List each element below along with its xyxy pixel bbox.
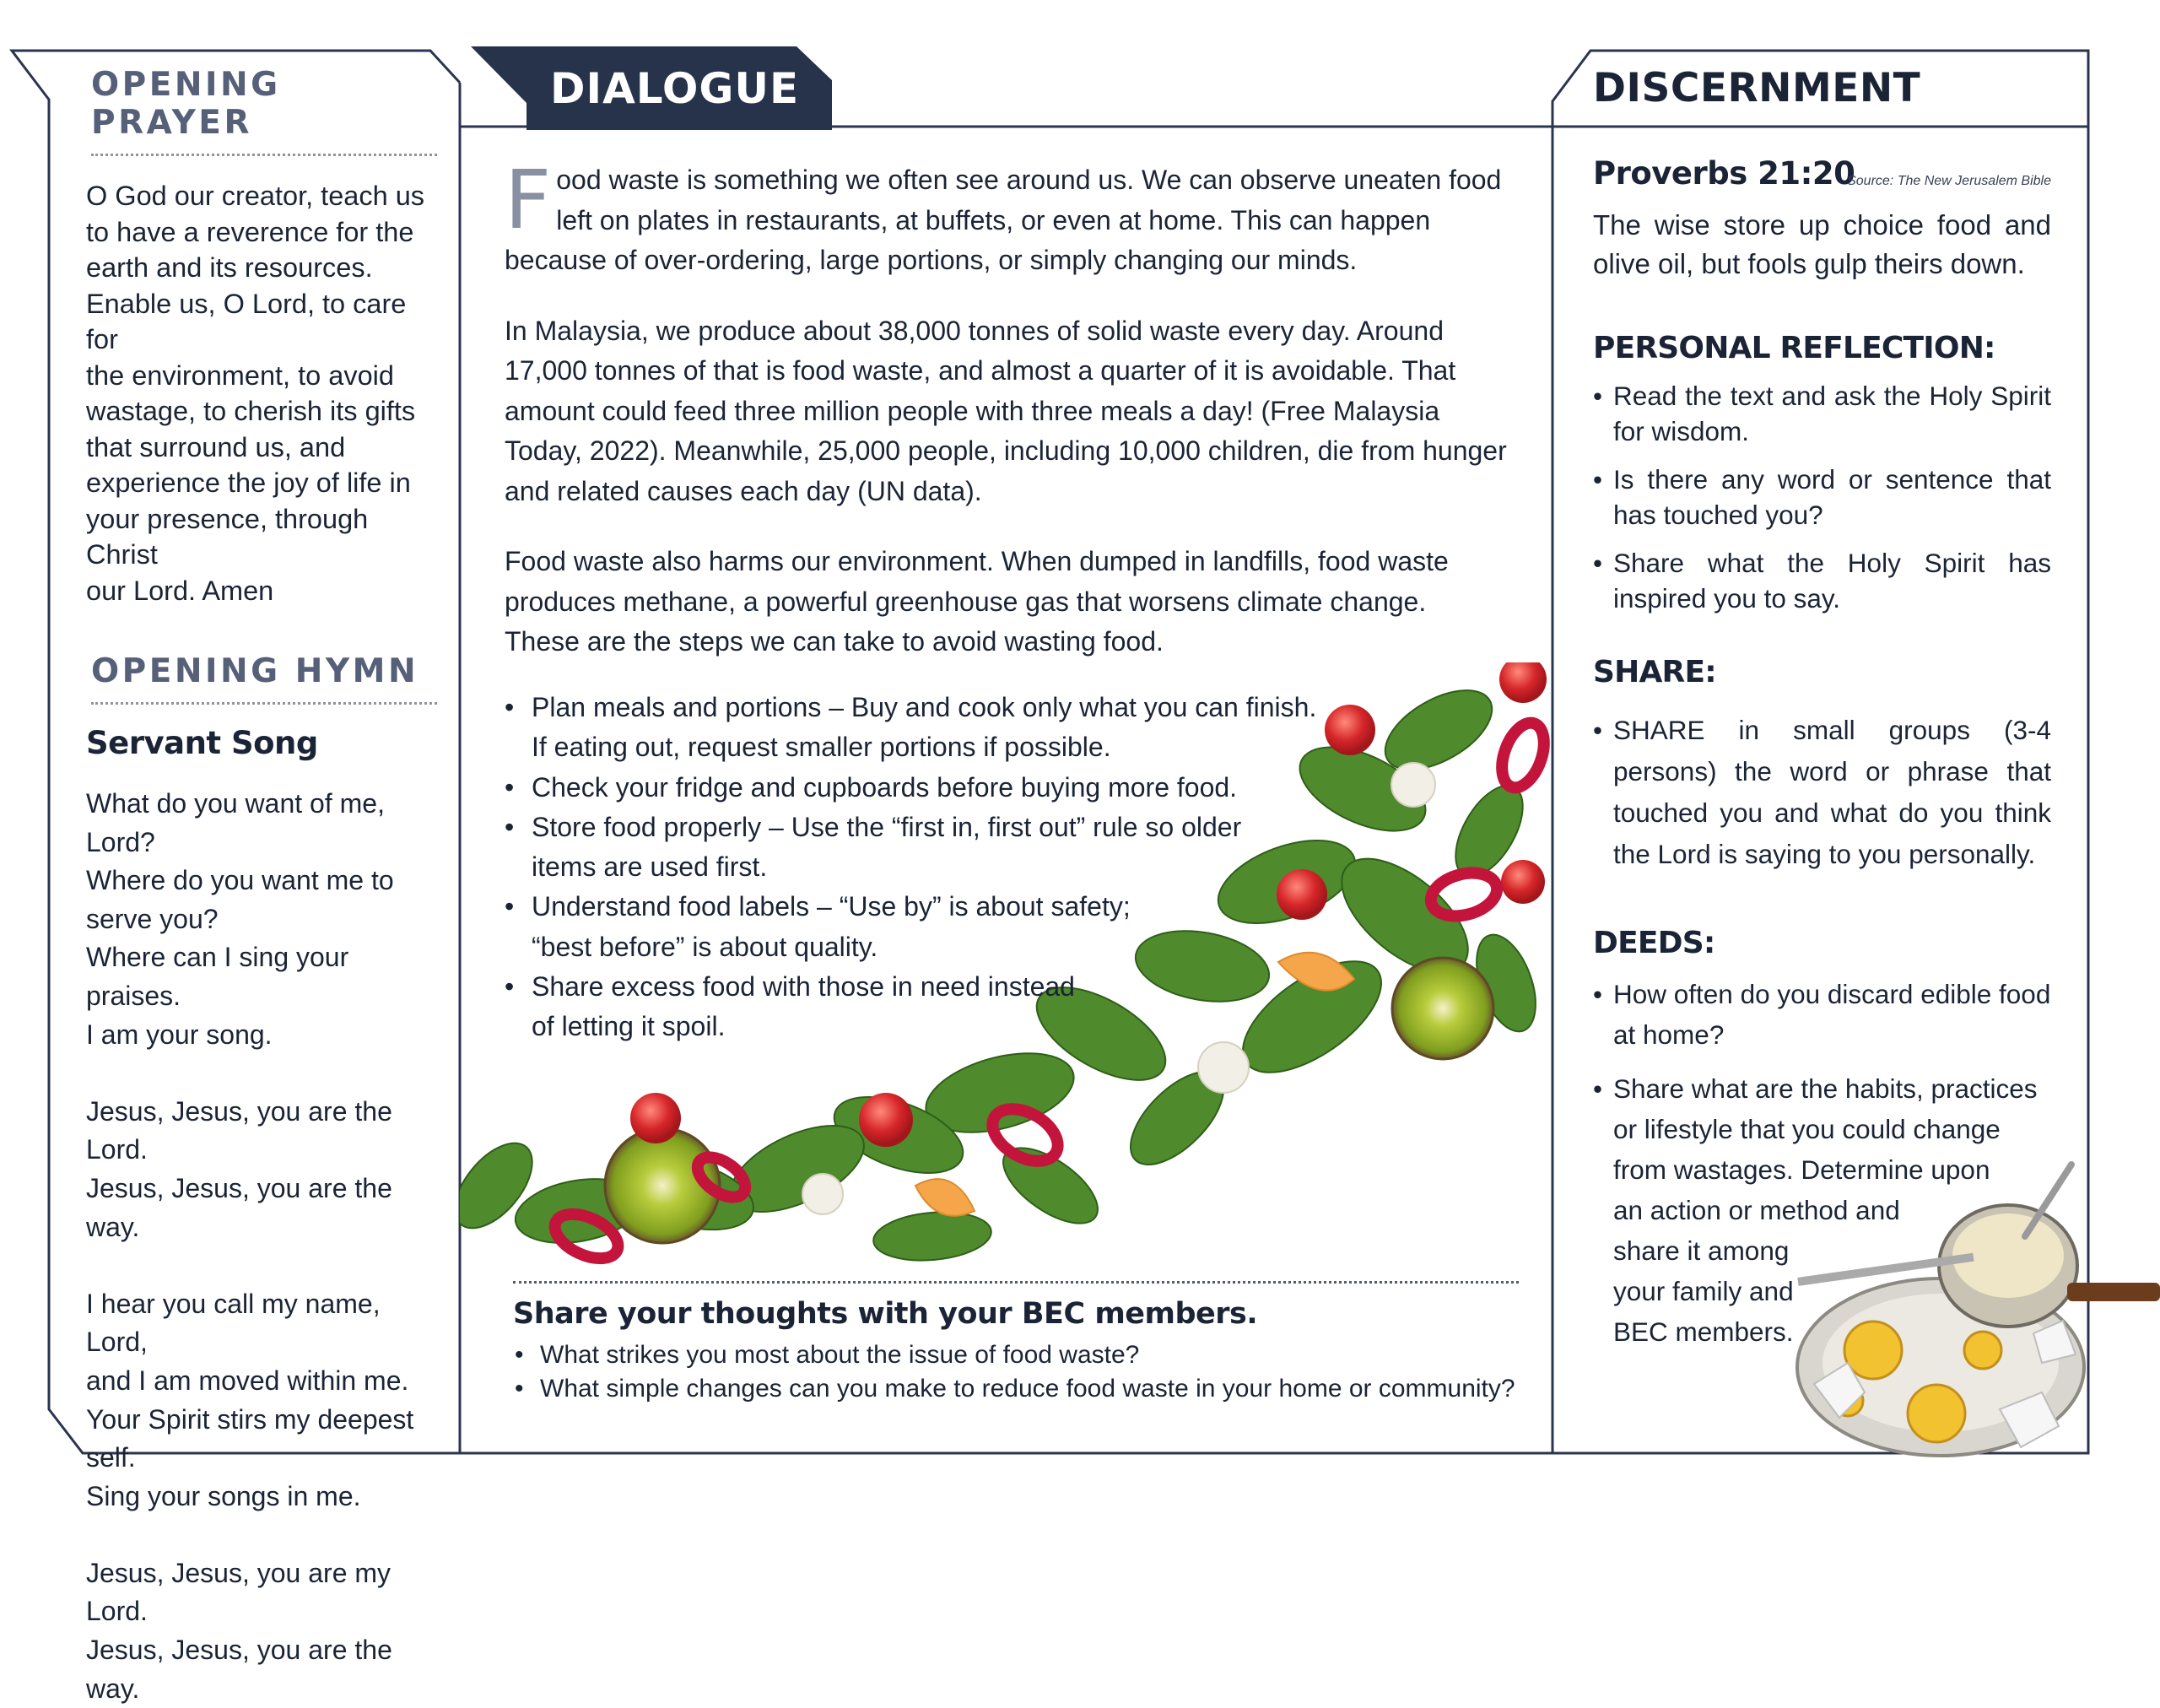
- hymn-line: Where can I sing your praises.: [86, 942, 349, 1011]
- prayer-divider: [91, 154, 437, 156]
- tip-line: of letting it spoil.: [532, 1011, 726, 1042]
- tip-item: [505, 887, 1357, 967]
- hymn-line: What do you want of me,: [86, 788, 385, 819]
- tip-line: Store food properly – Use the “first in, first out” rule so older: [532, 811, 1242, 842]
- prayer-line: wastage, to cherish its gifts: [86, 396, 416, 426]
- left-column: [86, 66, 440, 1708]
- prayer-line: the environment, to avoid: [86, 359, 394, 391]
- hymn-line: Jesus, Jesus, you are my Lord.: [86, 1557, 392, 1627]
- deeds-line: your family and: [1613, 1276, 1794, 1306]
- tip-item: [505, 768, 1357, 808]
- paragraph-line: ood waste is something we often see around us. We can observe uneaten food: [556, 165, 1502, 195]
- dialogue-paragraph-2: [505, 311, 1526, 512]
- hymn-line: Jesus, Jesus, you are the way.: [86, 1172, 392, 1242]
- prayer-line: earth and its resources.: [86, 252, 373, 283]
- scripture-reference: Proverbs 21:20: [1593, 155, 1855, 192]
- paragraph-line: These are the steps we can take to avoid wasting food.: [505, 626, 1164, 657]
- paragraph-line: In Malaysia, we produce about 38,000 tonnes of solid waste every day. Around: [505, 315, 1444, 346]
- deeds-line: Share what are the habits, practices: [1613, 1073, 2038, 1104]
- deeds-item: • How often do you discard edible food at home?: [1593, 974, 2051, 1055]
- paragraph-line: and related causes each day (UN data).: [505, 475, 982, 506]
- hymn-line: Sing your songs in me.: [86, 1480, 361, 1511]
- deeds-line: or lifestyle that you could change: [1613, 1114, 2001, 1144]
- deeds-line: an action or method and: [1613, 1195, 1900, 1225]
- hymn-stanza: [86, 785, 440, 1054]
- dialogue-paragraph-3: [505, 542, 1526, 662]
- reflection-item: • Share what the Holy Spirit has inspired you to say.: [1593, 546, 2051, 616]
- paragraph-line: Today, 2022). Meanwhile, 25,000 people, including 10,000 children, die from hunger: [505, 435, 1507, 466]
- dialogue-paragraph-1: [505, 153, 1526, 281]
- reflection-item: • Is there any word or sentence that has touched you?: [1593, 462, 2051, 532]
- paragraph-line: amount could feed three million people with three meals a day! (Free Malaysia: [505, 395, 1440, 426]
- tip-line: “best before” is about quality.: [532, 931, 878, 962]
- prayer-line: Enable us, O Lord, to care for: [86, 288, 407, 354]
- personal-reflection-heading: PERSONAL REFLECTION:: [1593, 331, 1995, 365]
- paragraph-line: Food waste also harms our environment. When dumped in landfills, food waste: [505, 546, 1449, 576]
- scripture-header: [1593, 152, 2051, 196]
- hymn-line: self.: [86, 1442, 136, 1473]
- tip-line: Plan meals and portions – Buy and cook only what you can finish.: [532, 692, 1317, 722]
- discernment-title: DISCERNMENT: [1593, 65, 1921, 111]
- tip-line: Check your fridge and cupboards before buying more food.: [532, 771, 1238, 803]
- deeds-line: share it among: [1613, 1235, 1790, 1266]
- share-list: [1593, 710, 2051, 875]
- deeds-heading: DEEDS:: [1593, 926, 1715, 960]
- hymn-line: Your Spirit stirs my deepest: [86, 1403, 414, 1435]
- opening-prayer-heading: OPENING PRAYER: [91, 66, 281, 142]
- hymn-line: Lord?: [86, 826, 155, 857]
- hymn-stanza: [86, 1554, 440, 1708]
- deeds-line: BEC members.: [1613, 1316, 1794, 1347]
- paragraph-line: because of over-ordering, large portions, or simply changing our minds.: [505, 245, 1358, 275]
- hymn-title: Servant Song: [86, 725, 318, 761]
- dialogue-body: [505, 153, 1526, 693]
- scripture-text: The wise store up choice food and olive oil, but fools gulp theirs down.: [1593, 209, 2051, 279]
- hymn-line: Jesus, Jesus, you are the way.: [86, 1635, 392, 1704]
- hymn-line: and I am moved within me.: [86, 1365, 409, 1396]
- tip-line: items are used first.: [532, 851, 768, 883]
- leftover-plate-illustration: [1780, 1156, 2160, 1477]
- tip-line: If eating out, request smaller portions if possible.: [532, 732, 1111, 763]
- paragraph-line: 17,000 tonnes of that is food waste, and almost a quarter of it is avoidable. That: [505, 355, 1456, 386]
- tip-item: [505, 808, 1357, 888]
- prayer-line: your presence, through Christ: [86, 503, 369, 570]
- tip-line: Share excess food with those in need instead: [532, 971, 1075, 1003]
- share-question: • What simple changes can you make to reduce food waste in your home or community?: [513, 1372, 1515, 1406]
- opening-hymn-heading: OPENING HYMN: [91, 652, 419, 690]
- opening-prayer-text: [86, 178, 440, 608]
- food-waste-tips: [505, 688, 1357, 1047]
- hymn-stanza: [86, 1093, 440, 1246]
- hymn-line: I am your song.: [86, 1019, 273, 1050]
- drop-cap: F: [505, 153, 552, 247]
- bowl: [1939, 1205, 2077, 1327]
- deeds-line: from wastages. Determine upon: [1613, 1154, 1990, 1185]
- paragraph-line: produces methane, a powerful greenhouse gas that worsens climate change.: [505, 586, 1427, 617]
- hymn-stanza: [86, 1285, 440, 1516]
- scripture-source: Source: The New Jerusalem Bible: [1847, 174, 2051, 188]
- reflection-item: • Read the text and ask the Holy Spirit for wisdom.: [1593, 379, 2051, 449]
- tip-line: Understand food labels – “Use by” is about safety;: [532, 891, 1131, 922]
- tip-item: [505, 688, 1357, 768]
- prayer-line: our Lord. Amen: [86, 575, 274, 606]
- share-question: • What strikes you most about the issue of food waste?: [513, 1338, 1515, 1372]
- hymn-line: I hear you call my name, Lord,: [86, 1288, 381, 1358]
- prayer-line: that surround us, and: [86, 431, 346, 462]
- prayer-line: experience the joy of life in: [86, 468, 411, 498]
- paragraph-line: left on plates in restaurants, at buffets, or even at home. This can happen: [556, 204, 1431, 235]
- share-heading: SHARE:: [1593, 655, 1716, 689]
- prayer-line: O God our creator, teach us: [86, 181, 425, 211]
- reflection-list: [1593, 379, 2051, 616]
- share-thoughts-title: Share your thoughts with your BEC members.: [513, 1297, 1258, 1331]
- share-divider: [513, 1281, 1519, 1284]
- dialogue-title: DIALOGUE: [550, 64, 800, 113]
- share-questions: [513, 1338, 1515, 1406]
- hymn-line: serve you?: [86, 903, 219, 934]
- hymn-lyrics: [86, 785, 440, 1708]
- hymn-line: Jesus, Jesus, you are the Lord.: [86, 1095, 392, 1165]
- tip-item: [505, 967, 1357, 1047]
- hymn-divider: [91, 702, 437, 705]
- prayer-line: to have a reverence for the: [86, 216, 414, 247]
- hymn-line: Where do you want me to: [86, 865, 394, 896]
- share-item: • SHARE in small groups (3-4 persons) the word or phrase that touched you and what do you think the Lord is saying to you personally.: [1593, 710, 2051, 875]
